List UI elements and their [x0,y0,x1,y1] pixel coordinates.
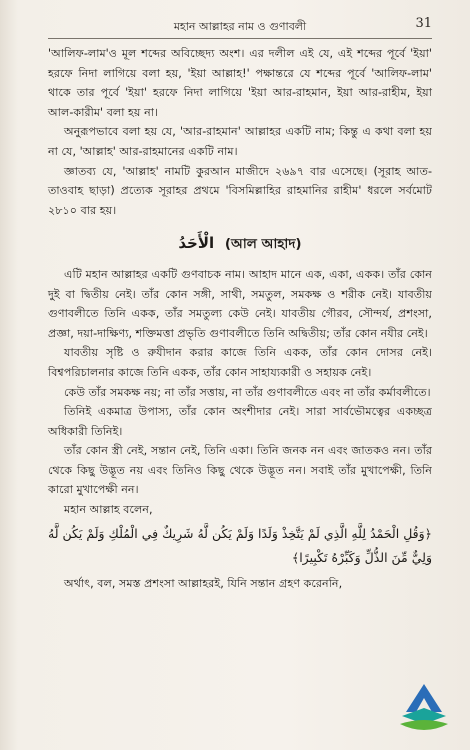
verse-translation: অর্থাৎ, বল, সমস্ত প্রশংসা আল্লাহরই, যিনি সন্তান গ্রহণ করেননি, [64,576,343,590]
heading-arabic: الْأَحَدُ [178,234,215,253]
paragraph-equal: কেউ তাঁর সমকক্ষ নয়; না তাঁর সত্তায়, না তাঁর গুণাবলীতে এবং না তাঁর কর্মাবলীতে। [64,385,431,399]
section-heading [48,234,432,255]
running-head: মহান আল্লাহর নাম ও গুণাবলী [173,20,307,33]
paragraph-worship: তিনিই একমাত্র উপাস্য, তাঁর কোন অংশীদার নেই। সারা সার্বভৌমত্বের একচ্ছত্র অধিকারী তিনিই। [48,405,432,438]
paragraph-no-wife: তাঁর কোন স্ত্রী নেই, সন্তান নেই, তিনি একা। তিনি জনক নন এবং জাতকও নন। তাঁর থেকে কিছু উদ্ভূত নয় এবং তিনিও কিছু থেকে উদ্ভূত নন। সবাই তাঁর মুখাপেক্ষী, তিনি কারো মুখাপেক্ষী নন। [48,444,432,497]
heading-bengali: (আল আহাদ) [224,236,302,253]
paragraph-creation: যাবতীয় সৃষ্টি ও রুযীদান করার কাজে তিনি একক, তাঁর কোন দোসর নেই। বিশ্বপরিচালনার কাজে তিনি একক, তাঁর কোন সাহায্যকারী ও সহায়ক নেই। [48,346,432,379]
paragraph-ar-rahman: অনুরূপভাবে বলা হয় যে, 'আর-রাহমান' আল্লাহর একটি নাম; কিন্তু এ কথা বলা হয় না যে, 'আল্লাহ' আর-রাহমানের একটি নাম। [48,125,432,158]
paragraph-ahad-meaning: এটি মহান আল্লাহর একটি গুণবাচক নাম। আহাদ মানে এক, একা, একক। তাঁর কোন দুই বা দ্বিতীয় নেই। তাঁর কোন সঙ্গী, সাথী, সমতুল, সমকক্ষ ও শরীক নেই। যাবতীয় গুণাবলীতে তিনি একক, তাঁর সমতুল্য কেউ নেই। যাবতীয় গৌরব, সৌন্দর্য, প্রশংসা, প্রজ্ঞা, দয়া-দাক্ষিণ্য, শক্তিমত্তা প্রভৃতি গুণাবলীতে তিনি অদ্বিতীয়; তাঁর কোন নযীর নেই। [48,267,432,340]
paragraph-alif-lam: 'আলিফ-লাম'ও মূল শব্দের অবিচ্ছেদ্য অংশ। এর দলীল এই যে, এই শব্দের পূর্বে 'ইয়া' হরফে নিদা লাগিয়ে বলা হয়, 'ইয়া আল্লাহ!' পক্ষান্তরে যে শব্দের পূর্বে 'আলিফ-লাম' থাকে তার পূর্বে 'ইয়া' হরফে নিদা লাগিয়ে 'ইয়া আর-রাহমান, ইয়া আর-রাহীম, ইয়া আল-কারীম' বলা হয় না। [48,47,432,119]
page-body [48,44,432,593]
paragraph-allah-says: মহান আল্লাহ বলেন, [64,503,153,517]
page-number: 31 [415,16,432,31]
paragraph-count: জ্ঞাতব্য যে, 'আল্লাহ' নামটি কুরআন মাজীদে ২৬৯৭ বার এসেছে। (সূরাহ আত-তাওবাহ ছাড়া) প্রত্যেক সূরাহর প্রথমে 'বিসমিল্লাহির রাহমানির রাহীম' ধরলে সর্বমোট ২৮১০ বার হয়। [48,164,432,217]
quran-verse: ﴿وَقُلِ الْحَمْدُ لِلَّهِ الَّذِي لَمْ يَتَّخِذْ وَلَدًا وَلَمْ يَكُن لَّهُ شَرِيكٌ فِي الْمُلْكِ وَلَمْ يَكُن لَّهُ وَلِيٌّ مِّنَ الذُّلِّ وَكَبِّرْهُ تَكْبِيرًا﴾ [48,525,432,565]
publisher-logo-icon [394,678,454,738]
page-header [48,16,432,39]
